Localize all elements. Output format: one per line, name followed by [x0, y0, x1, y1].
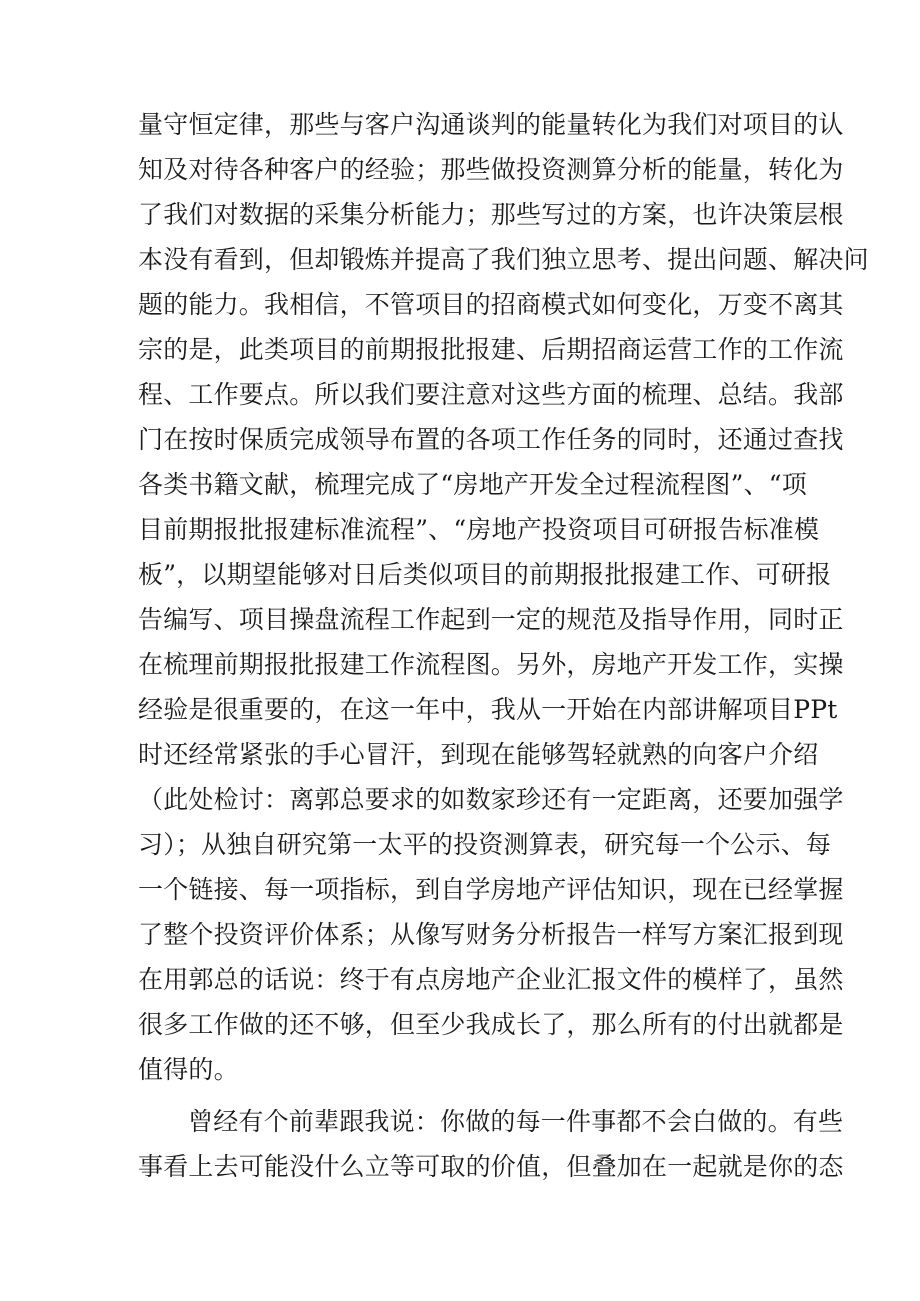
text-line: 题的能力。我相信，不管项目的招商模式如何变化，万变不离其: [138, 290, 844, 319]
text-line: 事看上去可能没什么立等可取的价值，但叠加在一起就是你的态: [138, 1152, 844, 1181]
text-line: 在梳理前期报批报建工作流程图。另外，房地产开发工作，实操: [138, 650, 844, 679]
text-line: 习）；从独自研究第一太平的投资测算表，研究每一个公示、每: [138, 830, 832, 859]
text-line: 经验是很重要的，在这一年中，我从一开始在内部讲解项目PPt: [138, 695, 838, 724]
text-line: 门在按时保质完成领导布置的各项工作任务的同时，还通过查找: [138, 425, 844, 454]
text-line: 在用郭总的话说：终于有点房地产企业汇报文件的模样了，虽然: [138, 965, 844, 994]
text-line: 告编写、项目操盘流程工作起到一定的规范及指导作用，同时正: [138, 605, 844, 634]
text-line: 宗的是，此类项目的前期报批报建、后期招商运营工作的工作流: [138, 335, 844, 364]
paragraph-1: [138, 102, 869, 1092]
text-line: 了我们对数据的采集分析能力；那些写过的方案，也许决策层根: [138, 200, 844, 229]
text-line: 本没有看到，但却锻炼并提高了我们独立思考、提出问题、解决问: [138, 245, 869, 274]
paragraph-2: [138, 1099, 844, 1189]
text-line: 知及对待各种客户的经验；那些做投资测算分析的能量，转化为: [138, 155, 844, 184]
text-line: 各类书籍文献，梳理完成了“房地产开发全过程流程图”、“项: [138, 470, 807, 499]
text-line: 一个链接、每一项指标，到自学房地产评估知识，现在已经掌握: [138, 875, 844, 904]
text-line: 时还经常紧张的手心冒汗，到现在能够驾轻就熟的向客户介绍: [138, 740, 819, 769]
text-line: （此处检讨：离郭总要求的如数家珍还有一定距离，还要加强学: [138, 785, 844, 814]
text-line: 板”，以期望能够对日后类似项目的前期报批报建工作、可研报: [138, 560, 832, 589]
text-line: 曾经有个前辈跟我说：你做的每一件事都不会白做的。有些: [188, 1107, 844, 1136]
document-body: [138, 102, 869, 1189]
text-line: 程、工作要点。所以我们要注意对这些方面的梳理、总结。我部: [138, 380, 844, 409]
text-line: 了整个投资评价体系；从像写财务分析报告一样写方案汇报到现: [138, 920, 844, 949]
text-line: 目前期报批报建标准流程”、“房地产投资项目可研报告标准模: [138, 515, 820, 544]
text-line: 很多工作做的还不够，但至少我成长了，那么所有的付出就都是: [138, 1010, 844, 1039]
text-line: 量守恒定律，那些与客户沟通谈判的能量转化为我们对项目的认: [138, 110, 844, 139]
text-line: 值得的。: [138, 1055, 239, 1084]
